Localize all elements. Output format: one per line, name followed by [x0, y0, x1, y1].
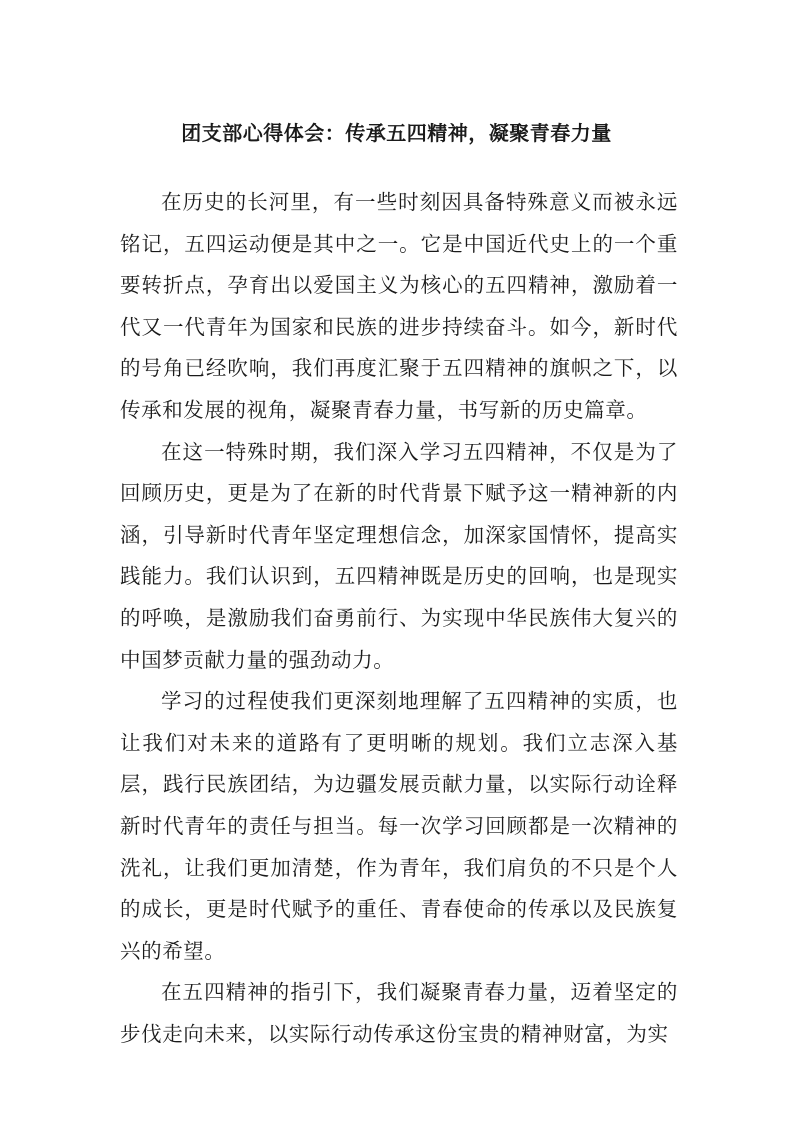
paragraph-2: 在这一特殊时期，我们深入学习五四精神，不仅是为了回顾历史，更是为了在新的时代背景下赋予这一精神新的内涵，引导新时代青年坚定理想信念，加深家国情怀，提高实践能力。我们认识到，五四精神既是历史的回响，也是现实的呼唤，是激励我们奋勇前行、为实现中华民族伟大复兴的中国梦贡献力量的强劲动力。: [120, 439, 678, 672]
paragraph-3: 学习的过程使我们更深刻地理解了五四精神的实质，也让我们对未来的道路有了更明晰的规划。我们立志深入基层，践行民族团结，为边疆发展贡献力量，以实际行动诠释新时代青年的责任与担当。每一次学习回顾都是一次精神的洗礼，让我们更加清楚，作为青年，我们肩负的不只是个人的成长，更是时代赋予的重任、青春使命的传承以及民族复兴的希望。: [120, 689, 678, 963]
paragraph-4: 在五四精神的指引下，我们凝聚青春力量，迈着坚定的步伐走向未来，以实际行动传承这份宝贵的精神财富，为实: [120, 980, 678, 1046]
paragraph-1: 在历史的长河里，有一些时刻因具备特殊意义而被永远铭记，五四运动便是其中之一。它是中国近代史上的一个重要转折点，孕育出以爱国主义为核心的五四精神，激励着一代又一代青年为国家和民族的进步持续奋斗。如今，新时代的号角已经吹响，我们再度汇聚于五四精神的旗帜之下，以传承和发展的视角，凝聚青春力量，书写新的历史篇章。: [120, 190, 678, 422]
document-title: 团支部心得体会：传承五四精神，凝聚青春力量: [181, 121, 612, 145]
document-body: [120, 182, 678, 1055]
